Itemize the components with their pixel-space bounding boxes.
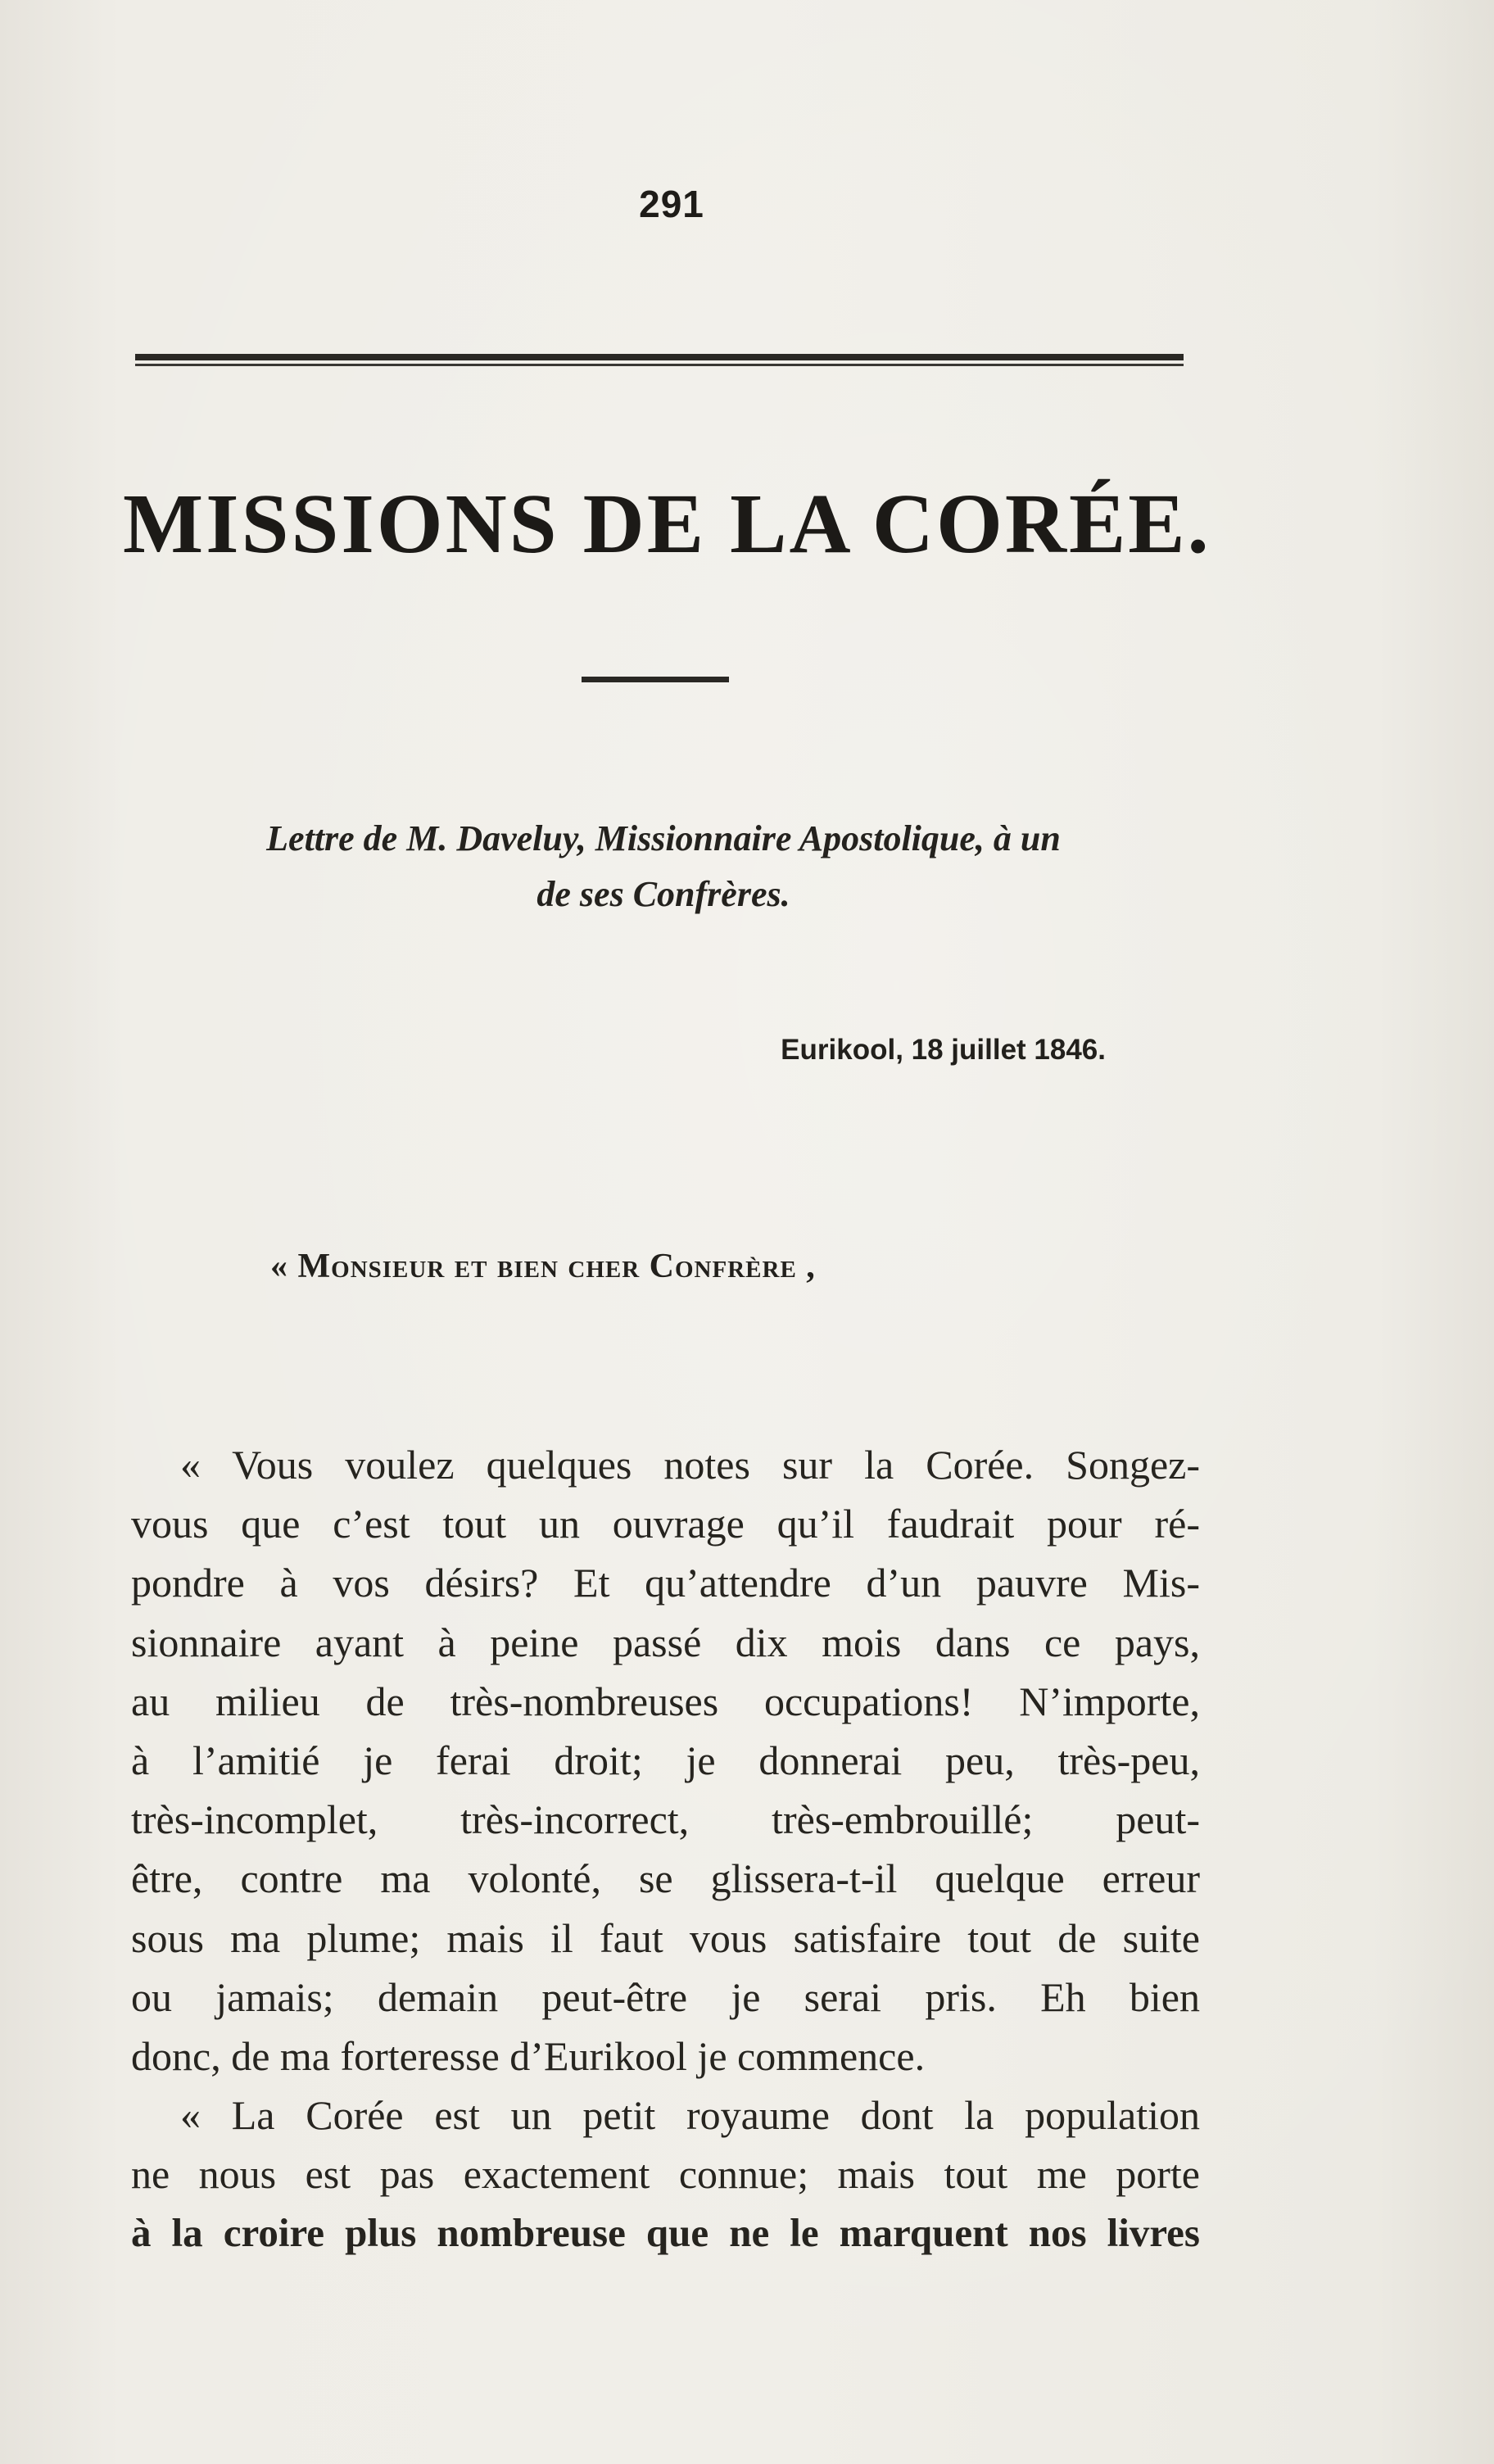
- body-line: donc, de ma forteresse d’Eurikool je commence.: [131, 2032, 926, 2079]
- body-line: à l’amitié je ferai droit; je donnerai peu, très-peu,: [131, 1737, 1200, 1783]
- page-number: 291: [639, 183, 704, 225]
- header-rule-thick: [135, 354, 1184, 360]
- body-line: à la croire plus nombreuse que ne le marquent nos livres: [131, 2210, 1200, 2256]
- salutation: [270, 1247, 816, 1286]
- header-rule-thin: [135, 364, 1184, 366]
- letter-heading: [123, 811, 1204, 922]
- body-line: pondre à vos désirs? Et qu’attendre d’un pauvre Mis-: [131, 1560, 1200, 1606]
- salutation-quote: «: [270, 1248, 298, 1285]
- body-line: sous ma plume; mais il faut vous satisfaire tout de suite: [131, 1914, 1200, 1961]
- dateline: Eurikool, 18 juillet 1846.: [781, 1034, 1106, 1066]
- body-line: très-incomplet, très-incorrect, très-embrouillé; peut-: [131, 1796, 1200, 1843]
- section-title: MISSIONS DE LA CORÉE.: [123, 477, 1211, 571]
- body-line: sionnaire ayant à peine passé dix mois dans ce pays,: [131, 1619, 1200, 1665]
- body-line: ou jamais; demain peut-être je serai pris. Eh bien: [131, 1973, 1200, 2020]
- title-divider: [582, 677, 729, 682]
- header-rule: [135, 352, 1184, 370]
- letter-heading-line-2: de ses Confrères.: [536, 874, 790, 914]
- body-line: au milieu de très-nombreuses occupations! N’importe,: [131, 1678, 1200, 1724]
- body-line: être, contre ma volonté, se glissera-t-il quelque erreur: [131, 1855, 1200, 1902]
- body-text: [131, 1435, 1200, 2263]
- body-line: « Vous voulez quelques notes sur la Corée. Songez-: [180, 1442, 1200, 1488]
- body-line: vous que c’est tout un ouvrage qu’il faudrait pour ré-: [131, 1501, 1200, 1547]
- letter-heading-line-1: Lettre de M. Daveluy, Missionnaire Apostolique, à un: [266, 818, 1061, 858]
- salutation-text: Monsieur et bien cher Confrère ,: [297, 1248, 816, 1285]
- body-line: « La Corée est un petit royaume dont la population: [180, 2092, 1200, 2139]
- body-line: ne nous est pas exactement connue; mais tout me porte: [131, 2151, 1200, 2198]
